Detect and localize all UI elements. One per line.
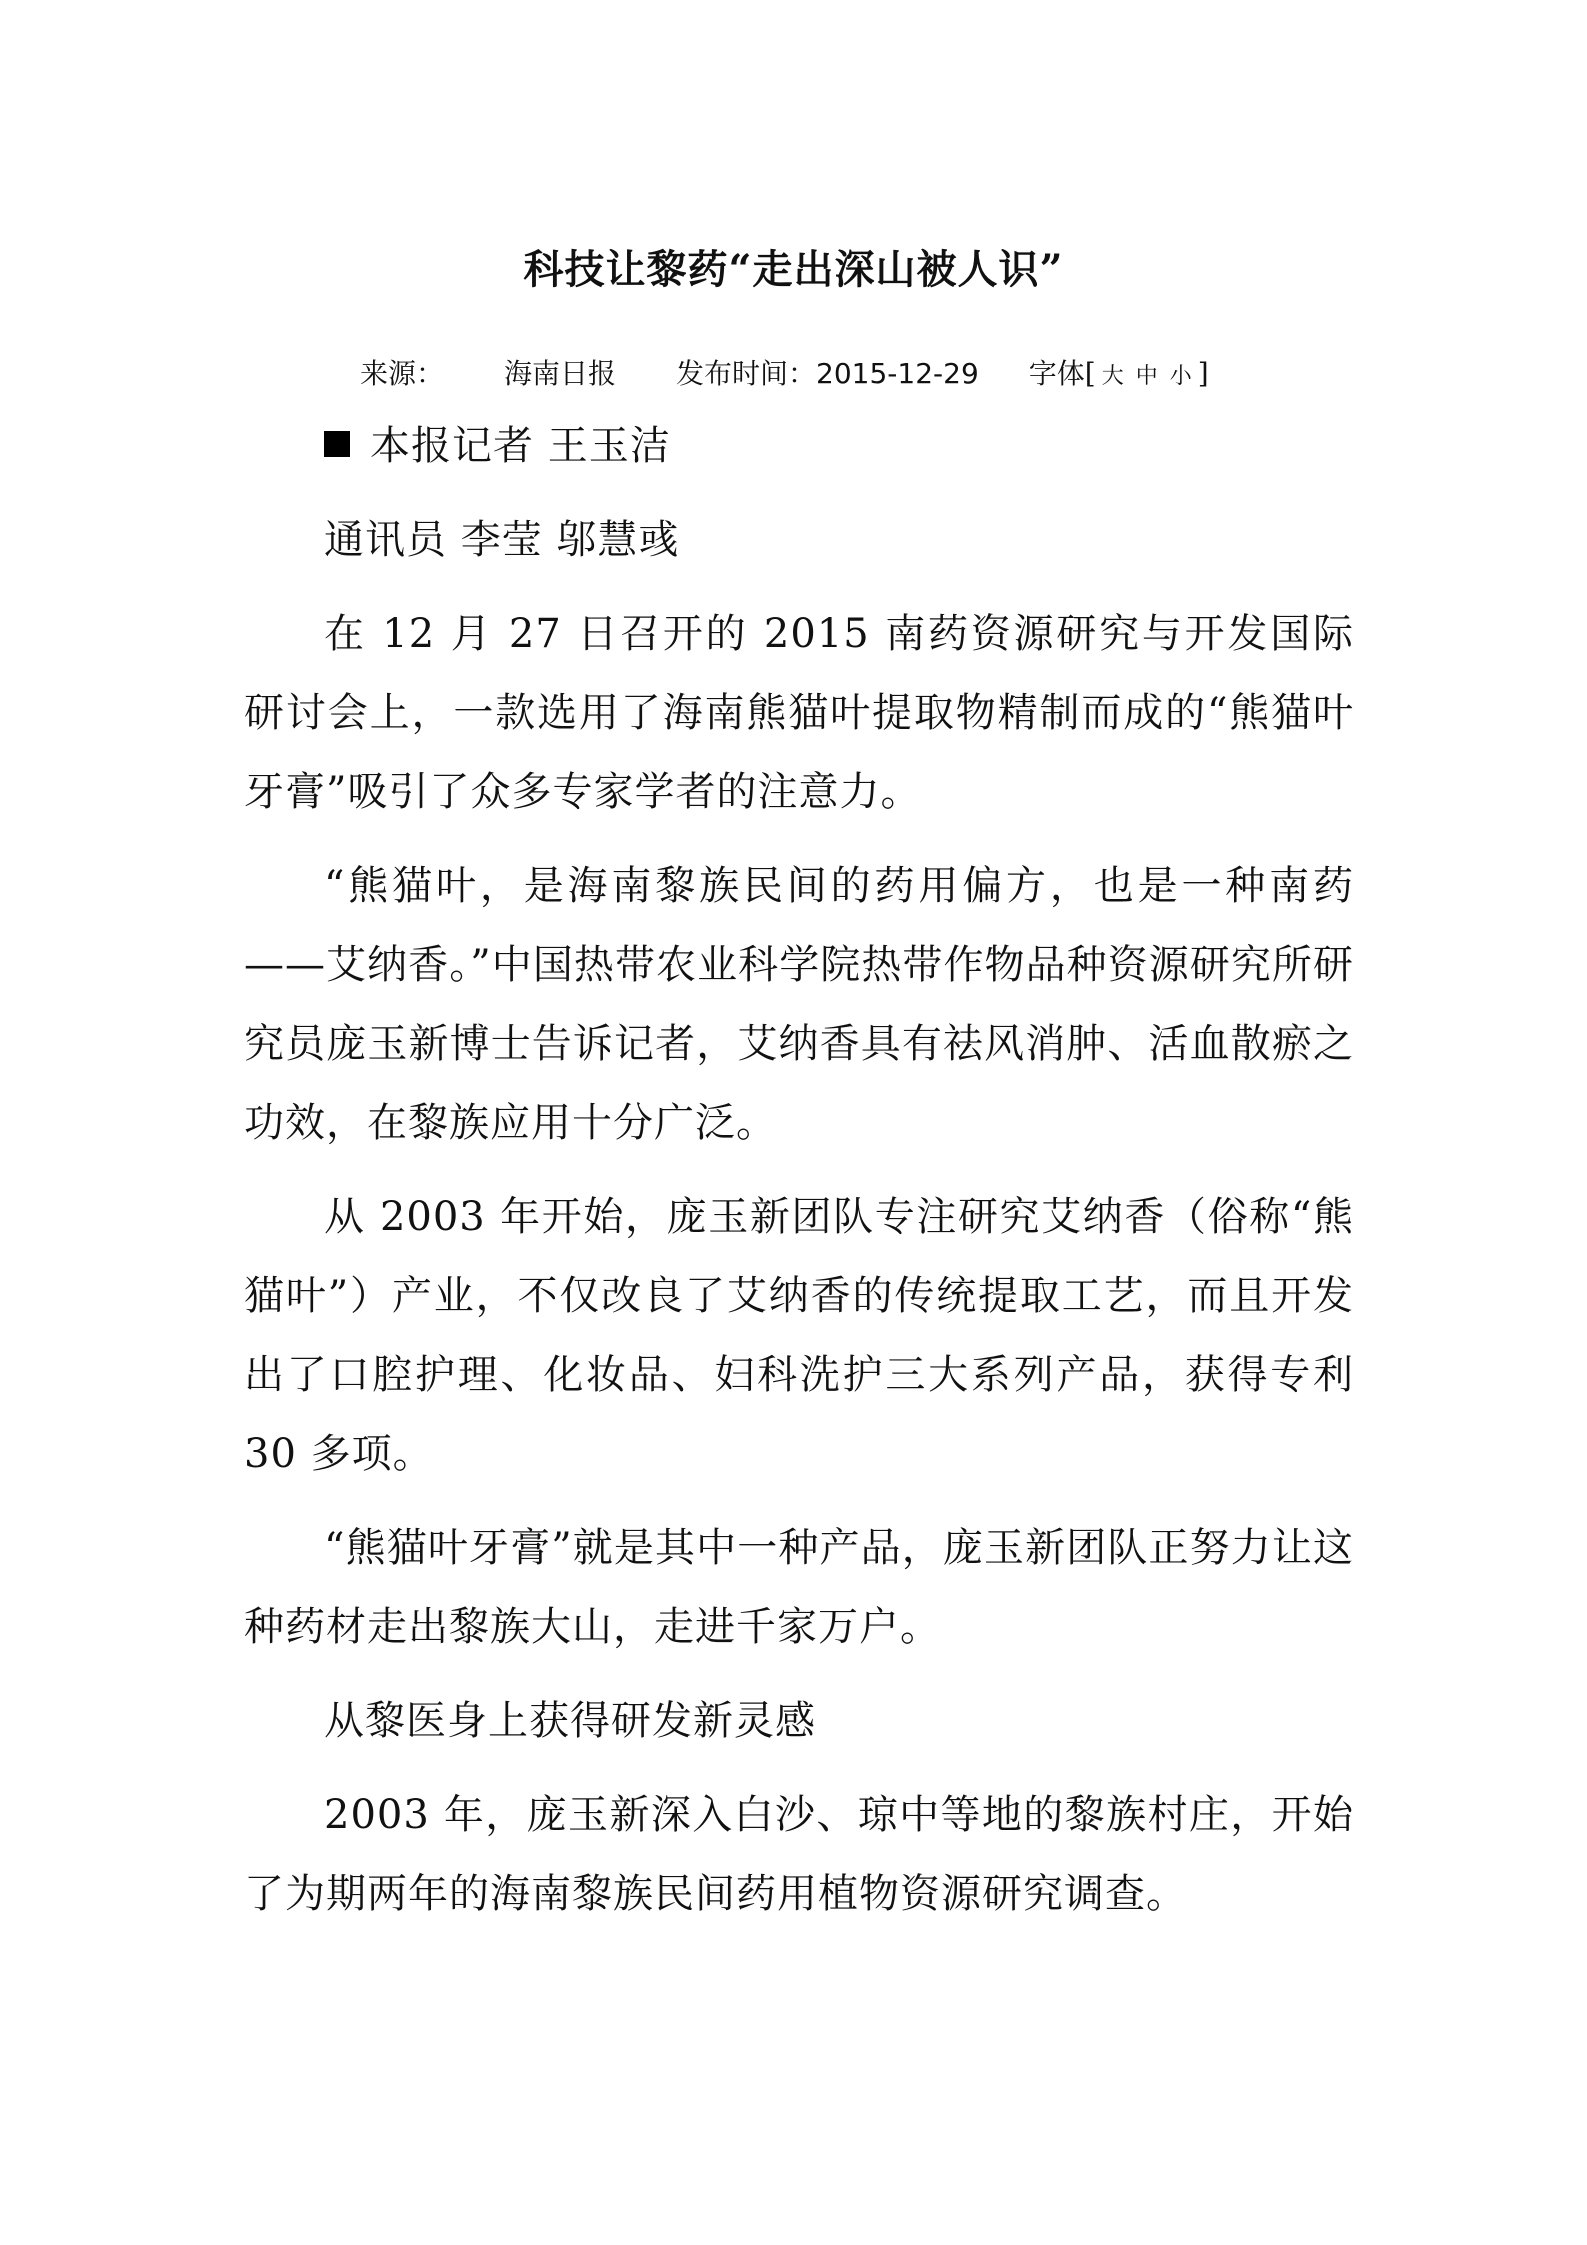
paragraph: 2003 年，庞玉新深入白沙、琼中等地的黎族村庄，开始了为期两年的海南黎族民间药用植物资源研究调查。 [244,1792,1354,1917]
byline-reporter [244,407,1354,486]
section-heading: 从黎医身上获得研发新灵感 [324,1698,816,1744]
font-size-large-link[interactable]: 大 [1101,364,1124,389]
font-size-bracket-close: ] [1197,357,1209,390]
font-size-small-link[interactable]: 小 [1169,364,1192,389]
article-meta [360,352,1360,392]
byline-reporter-text: 本报记者 王玉洁 [370,423,671,469]
date-label: 发布时间： [676,357,817,390]
source-label: 来源： [360,357,445,390]
paragraph: 在 12 月 27 日召开的 2015 南药资源研究与开发国际研讨会上，一款选用了海南熊猫叶提取物精制而成的“熊猫叶牙膏”吸引了众多专家学者的注意力。 [244,611,1354,815]
paragraph: 从 2003 年开始，庞玉新团队专注研究艾纳香（俗称“熊猫叶”）产业，不仅改良了艾纳香的传统提取工艺，而且开发出了口腔护理、化妆品、妇科洗护三大系列产品，获得专利 30 多项。 [244,1194,1354,1477]
article-body [244,407,1354,1934]
byline-correspondent: 通讯员 李莹 邬慧彧 [324,517,680,563]
font-size-label: 字体[ [1028,357,1096,390]
source-name: 海南日报 [504,357,617,390]
publish-date: 2015-12-29 [816,357,979,390]
paragraph: “熊猫叶牙膏”就是其中一种产品，庞玉新团队正努力让这种药材走出黎族大山，走进千家万户。 [244,1525,1354,1650]
font-size-medium-link[interactable]: 中 [1135,364,1158,389]
article-title: 科技让黎药“走出深山被人识” [523,246,1064,293]
paragraph: “熊猫叶，是海南黎族民间的药用偏方，也是一种南药——艾纳香。”中国热带农业科学院热带作物品种资源研究所研究员庞玉新博士告诉记者，艾纳香具有祛风消肿、活血散瘀之功效，在黎族应用十分广泛。 [244,863,1354,1146]
square-bullet-icon [324,431,350,457]
